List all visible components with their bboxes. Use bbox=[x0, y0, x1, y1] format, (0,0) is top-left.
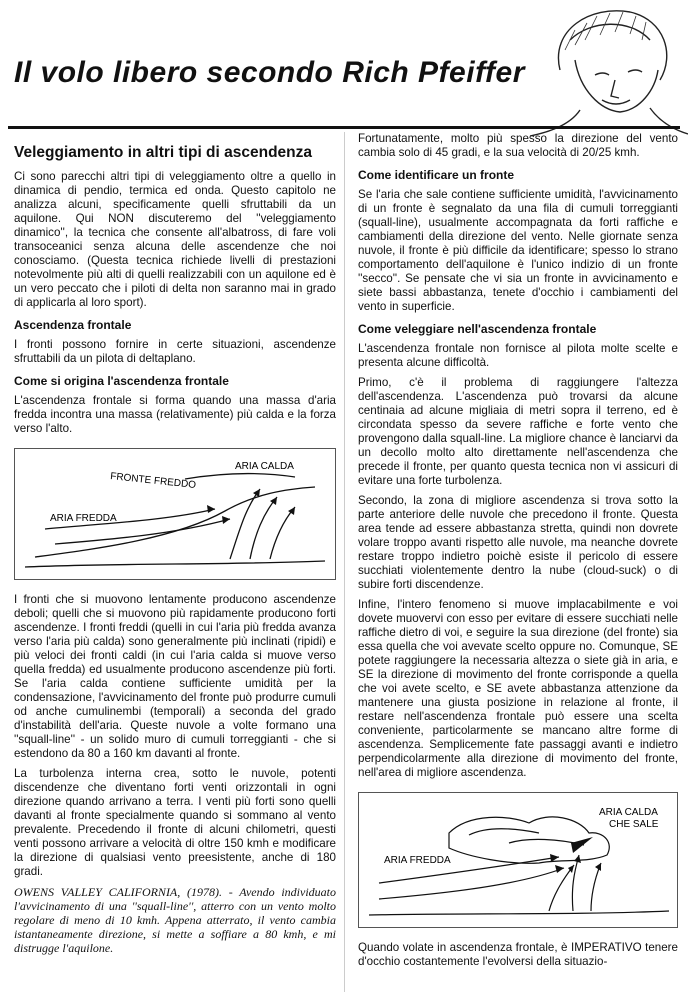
subheading-identify: Come identificare un fronte bbox=[358, 168, 515, 182]
masthead-rule bbox=[8, 126, 680, 129]
closing-paragraph: Quando volate in ascendenza frontale, è IMPERATIVO tenere d'occhio costantemente l'evolversi della situazio- bbox=[358, 941, 678, 968]
origin-paragraph: L'ascendenza frontale si forma quando una massa d'aria fredda incontra una massa (relativamente) più calda e la forza verso l'alto. bbox=[14, 394, 336, 435]
fronts-paragraph: I fronti che si muovono lentamente producono ascendenze deboli; quelli che si muovono più rapidamente producono forti ascendenze. I fronti freddi (quelli in cui l'aria più fredda avanza verso l'aria più calda) sono generalmente più inclinati (ripidi) e più veloci dei fronti caldi (in cui l'aria calda si muove verso quella fredda) ed usualmente producono ascendenze più forti. Se l'aria calda contiene sufficiente umidità per la condensazione, l'avvicinamento del fronte può produrre cumuli od anche cumulinembi (temporali) a seconda del grado d'instabilità dell'aria. Queste nuvole a volte formano una ''squall-line'' - un solido muro di cumuli torreggianti - che si estendono da 80 a 160 km davanti al fronte. bbox=[14, 593, 336, 760]
author-portrait bbox=[520, 0, 688, 136]
frontal-paragraph: I fronti possono fornire in certe situazioni, ascendenze sfruttabili da un pilota di deltaplano. bbox=[14, 338, 336, 365]
turbulence-paragraph: La turbolenza interna crea, sotto le nuvole, potenti discendenze che diventano forti venti orizzontali in ogni direzione quando arrivano a terra. I venti più forti sono quelli davanti al fronte specialmente quando si sommano al vento prevalente. Precedendo il fronte di alcuni chilometri, questi venti possono arrivare a velocità di oltre 150 kmh e modificare la direzione di qualsiasi vento preesistente, anche di 180 gradi. bbox=[14, 767, 336, 878]
owens-valley-quote: OWENS VALLEY CALIFORNIA, (1978). - Avendo individuato l'avvicinamento di una ''squall-line'', atterro con un vento molto regolare di meno di 10 kmh. Appena atterrato, il vento cambia istantaneamente direzione, si mette a soffiare a 80 kmh, e mi distrugge l'aquilone. bbox=[14, 885, 336, 955]
section-heading: Veleggiamento in altri tipi di ascendenza bbox=[14, 144, 313, 161]
label-aria-calda-2: ARIA CALDA bbox=[599, 807, 658, 818]
label-aria-fredda-2: ARIA FREDDA bbox=[384, 855, 451, 866]
subheading-frontal: Ascendenza frontale bbox=[14, 318, 132, 332]
identify-paragraph: Se l'aria che sale contiene sufficiente umidità, l'avvicinamento di un fronte è segnalato da una fila di cumuli torreggianti (squall-line), usualmente accompagnata da forti raffiche e cambiamenti della direzione del vento. Nelle giornate senza nuvole, il fronte è più difficile da identificare; spesso lo strano comportamento dell'aquilone è l'unico indizio di un fronte ''secco''. Se pensate che vi sia un fronte in avvicinamento e siete bassi abbastanza, tenete d'occhio i cambiamenti del vento in superficie. bbox=[358, 188, 678, 313]
label-che-sale: CHE SALE bbox=[609, 819, 659, 830]
soaring-finally: Infine, l'intero fenomeno si muove implacabilmente e voi dovete muovervi con esso per evitare di essere succhiati nelle raffiche dietro di voi, e seguire la sua direzione (del fronte) sia essa quella che voi avevate scelto oppure no. Comunque, SE potete raggiungere la necessaria altezza o siete già in aria, e SE la direzione di movimento del fronte corrisponde a quella che voi avete scelto, e SE avete abbastanza attenzione da mantenere una giusta posizione in relazione al fronte, il restare nell'ascendenza frontale può essere una scelta conveniente, particolarmente se mancano altre forme di ascendenza. Semplicemente fate passaggi avanti e indietro perpendicolarmente alla direzione di movimento del fronte, nell'area di migliore ascendenza. bbox=[358, 598, 678, 779]
soaring-first: Primo, c'è il problema di raggiungere l'altezza dell'ascendenza. L'ascendenza può trovarsi da alcune centinaia ad alcune migliaia di metri sopra il terreno, ed è circondata spesso da severe raffiche e forte vento che provengono dalla squall-line. La migliore chance è lanciarvi da un decollo molto alto direttamente nell'ascendenza che precede il fronte, per quanto questa tecnica non vi assicuri di evitare una forte turbolenza. bbox=[358, 376, 678, 487]
subheading-origin: Come si origina l'ascendenza frontale bbox=[14, 374, 229, 388]
subheading-soaring: Come veleggiare nell'ascendenza frontale bbox=[358, 322, 597, 336]
continued-paragraph: Fortunatamente, molto più spesso la direzione del vento cambia solo di 45 gradi, e la sua velocità di 20/25 kmh. bbox=[358, 132, 678, 159]
left-column bbox=[14, 132, 336, 961]
label-aria-calda: ARIA CALDA bbox=[235, 461, 294, 472]
masthead-title: Il volo libero secondo Rich Pfeiffer bbox=[14, 56, 525, 89]
soaring-second: Secondo, la zona di migliore ascendenza si trova sotto la parte anteriore delle nuvole che precedono il fronte. Questa area tende ad essere abbastanza stretta, quindi non dovrete volare troppo avanti rispetto alle nuvole, ma neanche dovrete restare troppo indietro poichè esiste il pericolo di essere succhiati violentemente dentro la nube (cloud-suck) o di subire forti discendenze. bbox=[358, 494, 678, 591]
column-divider bbox=[344, 132, 345, 992]
label-fronte-freddo: FRONTE FREDDO bbox=[109, 471, 197, 491]
cold-front-diagram bbox=[14, 448, 336, 580]
squall-line-diagram bbox=[358, 792, 678, 928]
right-column bbox=[358, 132, 678, 975]
intro-paragraph: Ci sono parecchi altri tipi di veleggiamento oltre a quello in dinamica di pendio, termica ed onda. Questo capitolo ne analizza alcuni, specificamente quelli sfruttabili da un aquilone. Qui NON discuteremo del ''veleggiamento dinamico'', la tecnica che consente all'albatross, di fare voli transoceanici senza alcuna delle ascendenze che noi conosciamo. (Questa tecnica richiede livelli di prestazioni notevolmente più alti di quelli realizzabili con un aquilone ed è un vero peccato che i piloti di delta non saranno mai in grado di applicarla al loro sport). bbox=[14, 170, 336, 309]
soaring-intro: L'ascendenza frontale non fornisce al pilota molte scelte e presenta alcune difficoltà. bbox=[358, 342, 678, 369]
label-aria-fredda: ARIA FREDDA bbox=[50, 513, 117, 524]
